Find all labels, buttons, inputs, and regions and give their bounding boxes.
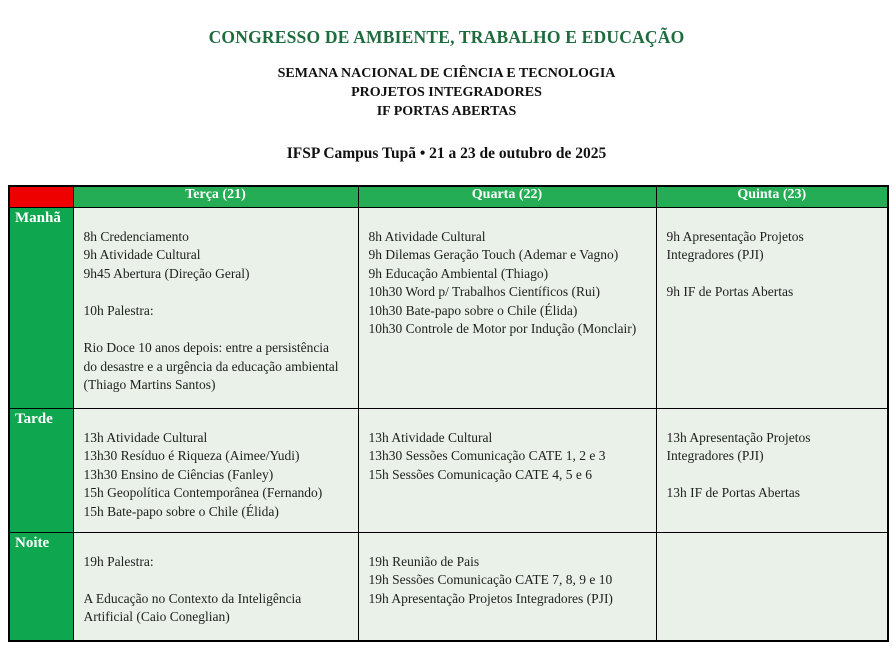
schedule-cell-1-2 [656,408,888,532]
cell-line: Rio Doce 10 anos depois: entre a persistência [83,340,330,356]
cell-line: 9h Apresentação Projetos [666,228,804,244]
cell-line: 8h Credenciamento [83,228,189,244]
cell-line: 13h Atividade Cultural [368,429,493,445]
schedule-row-2 [9,532,888,641]
cell-line [84,283,352,302]
schedule-cell-1-0 [73,408,358,532]
cell-line: 9h Atividade Cultural [83,247,201,263]
cell-line: 19h Apresentação Projetos Integradores (PJI) [368,590,613,606]
row-label-1: Tarde [9,408,73,532]
cell-line: 10h30 Controle de Motor por Indução (Monclair) [368,321,637,337]
column-header-2: Quinta (23) [656,186,888,207]
cell-line: 15h Geopolítica Contemporânea (Fernando) [83,485,323,501]
column-header-0: Terça (21) [73,186,358,207]
cell-line: Artificial (Caio Coneglian) [83,609,230,625]
cell-line: 9h IF de Portas Abertas [666,284,794,300]
cell-line: 19h Reunião de Pais [368,553,480,569]
cell-line: 9h Educação Ambiental (Thiago) [368,265,549,281]
schedule-cell-0-1 [358,207,656,408]
subtitle-line-1: SEMANA NACIONAL DE CIÊNCIA E TECNOLOGIA [277,66,616,81]
cell-line: 9h Dilemas Geração Touch (Ademar e Vagno) [368,247,619,263]
cell-line: 8h Atividade Cultural [368,228,486,244]
schedule-cell-1-1 [358,408,656,532]
cell-line: 15h Bate-papo sobre o Chile (Élida) [83,503,279,519]
schedule-row-1 [9,408,888,532]
cell-line: 13h30 Ensino de Ciências (Fanley) [83,466,274,482]
cell-line: A Educação no Contexto da Inteligência [83,590,302,606]
cell-line: 15h Sessões Comunicação CATE 4, 5 e 6 [368,466,592,482]
venue-line: IFSP Campus Tupã • 21 a 23 de outubro de 2025 [286,145,607,162]
column-header-1: Quarta (22) [358,186,656,207]
cell-line: 19h Sessões Comunicação CATE 7, 8, 9 e 10 [368,572,613,588]
cell-line [84,571,352,590]
cell-line: Integradores (PJI) [666,247,764,263]
cell-line: 10h30 Word p/ Trabalhos Científicos (Rui) [368,284,601,300]
schedule-cell-0-2 [656,207,888,408]
schedule-cell-2-1 [358,532,656,641]
cell-line: 13h30 Sessões Comunicação CATE 1, 2 e 3 [368,448,606,464]
corner-cell [9,186,73,207]
schedule-cell-2-2 [656,532,888,641]
cell-line [667,466,882,485]
cell-line: 13h Apresentação Projetos [666,429,811,445]
schedule-table-header [9,186,888,207]
page-title: CONGRESSO DE AMBIENTE, TRABALHO E EDUCAÇÃO [208,27,685,47]
schedule-row-0 [9,207,888,408]
cell-line: 19h Palestra: [83,553,154,569]
row-label-0: Manhã [9,207,73,408]
schedule-table [8,185,889,642]
cell-line: 10h Palestra: [83,302,154,318]
cell-line [667,265,882,284]
subtitle-line-2: PROJETOS INTEGRADORES [351,85,542,100]
cell-line: 13h Atividade Cultural [83,429,208,445]
cell-line: 9h45 Abertura (Direção Geral) [83,265,250,281]
schedule-cell-0-0 [73,207,358,408]
subtitle-block [0,64,893,121]
cell-line: 10h30 Bate-papo sobre o Chile (Élida) [368,302,578,318]
cell-line: Integradores (PJI) [666,448,764,464]
subtitle-line-3: IF PORTAS ABERTAS [376,104,517,119]
cell-line: 13h IF de Portas Abertas [666,485,800,501]
row-label-2: Noite [9,532,73,641]
cell-line: do desastre e a urgência da educação ambiental [83,358,339,374]
cell-line [84,320,352,339]
schedule-table-body [9,207,888,641]
cell-line: (Thiago Martins Santos) [83,377,216,393]
schedule-cell-2-0 [73,532,358,641]
cell-line: 13h30 Resíduo é Riqueza (Aimee/Yudi) [83,448,300,464]
